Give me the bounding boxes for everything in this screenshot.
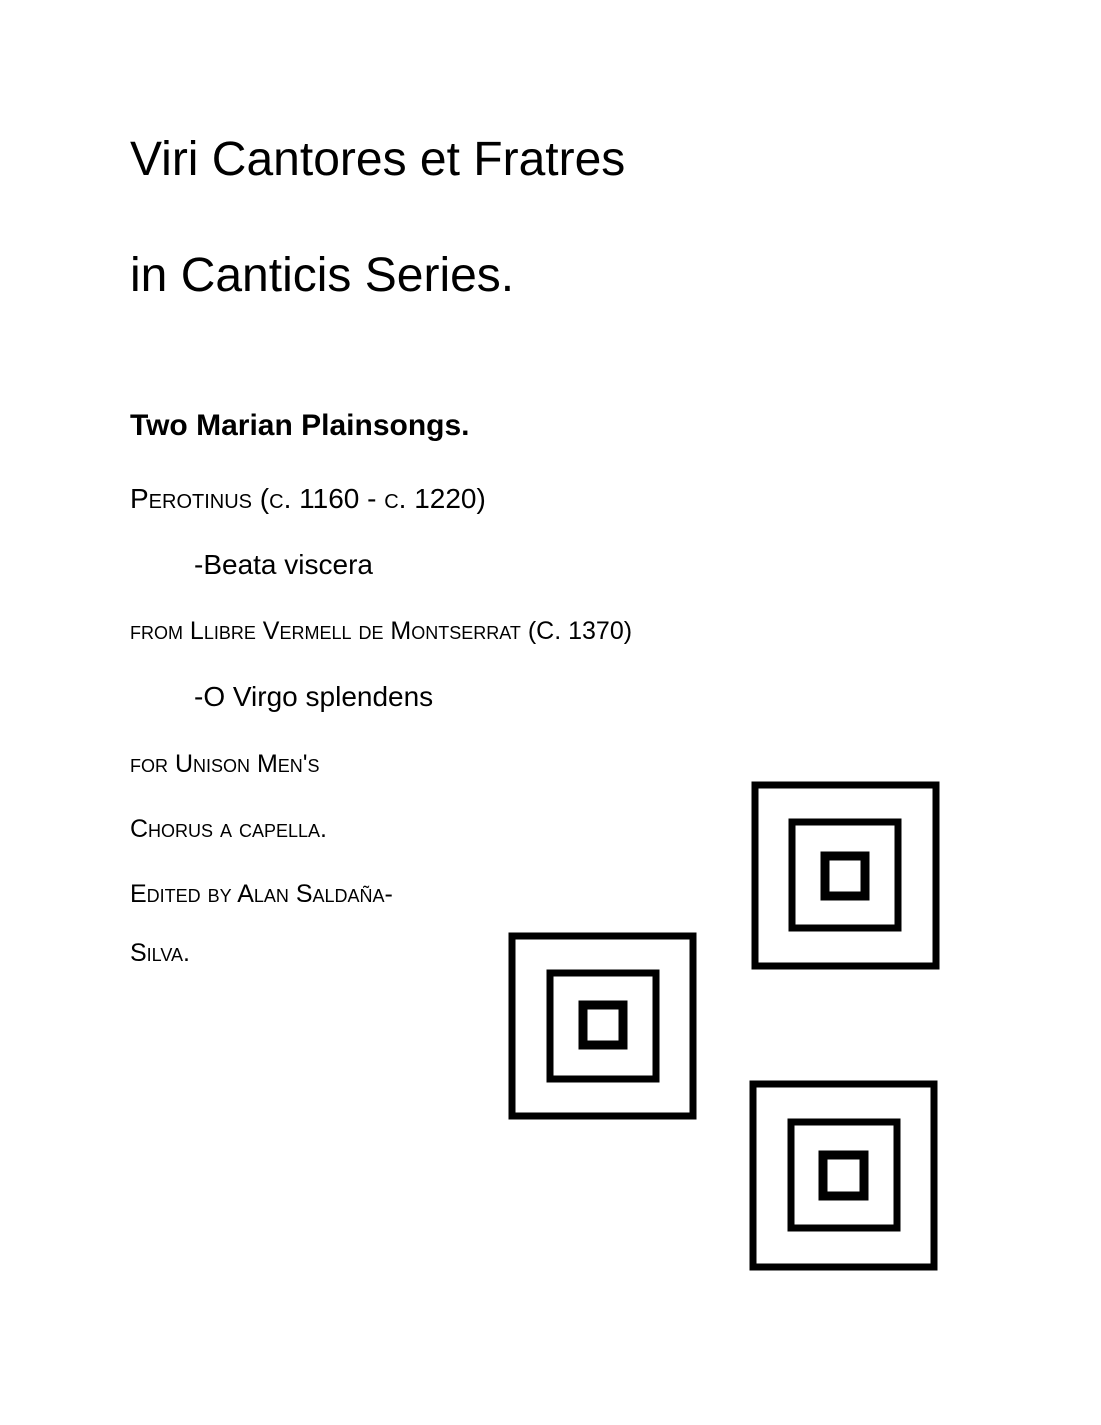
scoring-line-2: Chorus a capella. xyxy=(130,815,327,843)
middle-square xyxy=(550,973,656,1079)
scoring-line-1: for Unison Men's xyxy=(130,750,320,778)
title-line-2: in Canticis Series. xyxy=(130,249,515,302)
inner-square xyxy=(583,1005,623,1045)
composer-1: Perotinus (c. 1160 - c. 1220) xyxy=(130,483,486,514)
inner-square xyxy=(825,856,865,896)
outer-square xyxy=(753,1084,934,1267)
piece-1: -Beata viscera xyxy=(194,549,373,580)
nested-square-top-right xyxy=(755,785,936,966)
composer-2: from Llibre Vermell de Montserrat (C. 1370) xyxy=(130,617,633,645)
subtitle: Two Marian Plainsongs. xyxy=(130,409,470,442)
title-line-1: Viri Cantores et Fratres xyxy=(130,133,626,186)
piece-2: -O Virgo splendens xyxy=(194,681,434,712)
editor-line-1: Edited by Alan Saldaña- xyxy=(130,880,393,908)
middle-square xyxy=(791,1122,897,1228)
inner-square xyxy=(823,1155,864,1196)
editor-line-2: Silva. xyxy=(130,939,190,967)
middle-square xyxy=(792,822,898,928)
outer-square xyxy=(755,785,936,966)
outer-square xyxy=(512,936,693,1116)
nested-square-left xyxy=(512,936,693,1116)
nested-square-bottom-right xyxy=(753,1084,934,1267)
